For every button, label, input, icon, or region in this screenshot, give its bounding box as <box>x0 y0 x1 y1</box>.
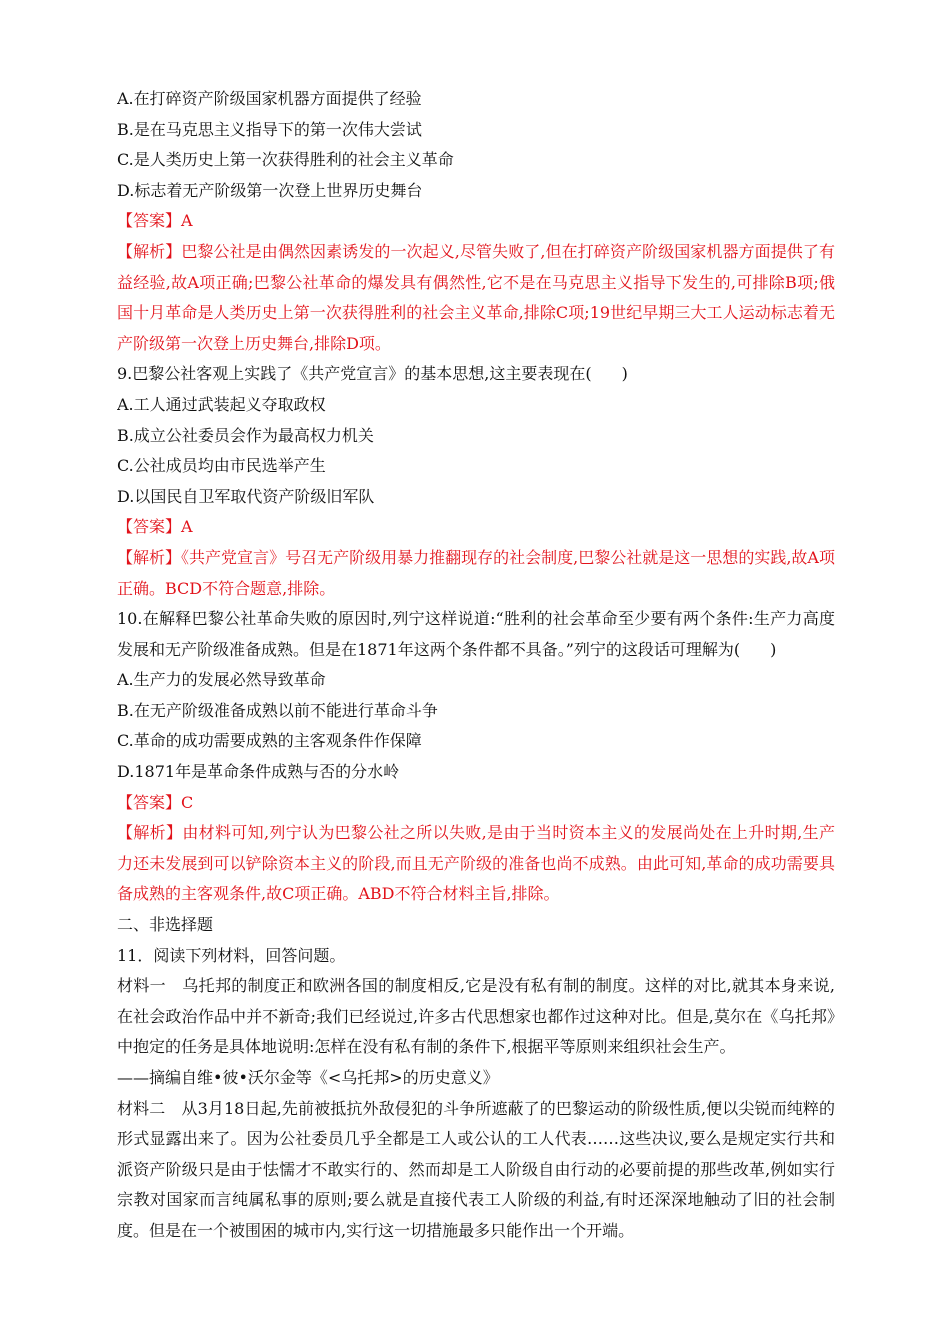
q9-option-b: B.成立公社委员会作为最高权力机关 <box>117 425 374 445</box>
q9-stem-end: ) <box>621 364 628 384</box>
q11-material-1: 材料一 乌托邦的制度正和欧洲各国的制度相反,它是没有私有制的制度。这样的对比,就其本身来说,在社会政治作品中并不新奇;我们已经说过,许多古代思想家也都作过这种对比。但是,莫尔在《乌托邦》中抱定的任务是具体地说明:怎样在没有私有制的条件下,根据平等原则来组织社会生产。 <box>117 976 835 1057</box>
q8-option-b: B.是在马克思主义指导下的第一次伟大尝试 <box>117 119 422 139</box>
q8-option-d: D.标志着无产阶级第一次登上世界历史舞台 <box>117 180 423 200</box>
q9-stem-text: 9.巴黎公社客观上实践了《共产党宣言》的基本思想,这主要表现在( <box>117 364 592 384</box>
q10-option-a: A.生产力的发展必然导致革命 <box>117 670 326 690</box>
q8-answer-value: A <box>181 211 193 231</box>
answer-tag: 【答案】 <box>117 517 182 537</box>
answer-tag: 【答案】 <box>117 792 182 812</box>
document-page <box>117 84 835 1247</box>
q8-analysis <box>117 237 835 359</box>
question-8 <box>117 84 835 359</box>
q8-option-c: C.是人类历史上第一次获得胜利的社会主义革命 <box>117 150 454 170</box>
q10-option-b: B.在无产阶级准备成熟以前不能进行革命斗争 <box>117 700 438 720</box>
analysis-tag: 【解析】 <box>117 547 182 567</box>
q10-answer-value: C <box>181 792 194 812</box>
analysis-tag: 【解析】 <box>117 241 182 261</box>
q10-stem-end: ) <box>770 639 777 659</box>
answer-tag: 【答案】 <box>117 211 182 231</box>
q9-option-d: D.以国民自卫军取代资产阶级旧军队 <box>117 486 375 506</box>
q10-stem <box>117 604 835 665</box>
question-10 <box>117 604 835 910</box>
analysis-tag: 【解析】 <box>117 823 183 843</box>
question-9 <box>117 359 835 604</box>
q10-stem-text: 10.在解释巴黎公社革命失败的原因时,列宁这样说道:“胜利的社会革命至少要有两个条件:生产力高度发展和无产阶级准备成熟。但是在1871年这两个条件都不具备。”列宁的这段话可理解为( <box>117 609 835 659</box>
q9-answer-value: A <box>181 517 193 537</box>
question-11 <box>117 941 835 1247</box>
q10-answer <box>117 788 835 819</box>
q8-answer <box>117 206 835 237</box>
q9-analysis <box>117 543 835 604</box>
section-title: 二、非选择题 <box>117 915 214 935</box>
q9-option-a: A.工人通过武装起义夺取政权 <box>117 394 326 414</box>
q8-option-a: A.在打碎资产阶级国家机器方面提供了经验 <box>117 89 422 108</box>
q11-material-1-source: ——摘编自维•彼•沃尔金等《<乌托邦>的历史意义》 <box>117 1068 499 1087</box>
q9-stem <box>117 359 835 390</box>
q10-option-d: D.1871年是革命条件成熟与否的分水岭 <box>117 762 400 782</box>
q10-analysis-text: 由材料可知,列宁认为巴黎公社之所以失败,是由于当时资本主义的发展尚处在上升时期,生产力还未发展到可以铲除资本主义的阶段,而且无产阶级的准备也尚不成熟。由此可知,革命的成功需要具备成熟的主客观条件,故C项正确。ABD不符合材料主旨,排除。 <box>117 823 835 904</box>
q10-analysis <box>117 818 835 910</box>
q8-analysis-text: 巴黎公社是由偶然因素诱发的一次起义,尽管失败了,但在打碎资产阶级国家机器方面提供了有益经验,故A项正确;巴黎公社革命的爆发具有偶然性,它不是在马克思主义指导下发生的,可排除B项;俄国十月革命是人类历史上第一次获得胜利的社会主义革命,排除C项;19世纪早期三大工人运动标志着无产阶级第一次登上历史舞台,排除D项。 <box>117 241 835 353</box>
q10-option-c: C.革命的成功需要成熟的主客观条件作保障 <box>117 731 422 751</box>
q11-stem: 11．阅读下列材料，回答问题。 <box>117 945 346 965</box>
q9-answer <box>117 512 835 543</box>
q9-analysis-text: 《共产党宣言》号召无产阶级用暴力推翻现存的社会制度,巴黎公社就是这一思想的实践,故A项正确。BCD不符合题意,排除。 <box>117 547 835 598</box>
q11-material-2: 材料二 从3月18日起,先前被抵抗外敌侵犯的斗争所遮蔽了的巴黎运动的阶级性质,便以尖锐而纯粹的形式显露出来了。因为公社委员几乎全都是工人或公认的工人代表……这些决议,要么是规定实行共和派资产阶级只是由于怯懦才不敢实行的、然而却是工人阶级自由行动的必要前提的那些改革,例如实行宗教对国家而言纯属私事的原则;要么就是直接代表工人阶级的利益,有时还深深地触动了旧的社会制度。但是在一个被围困的城市内,实行这一切措施最多只能作出一个开端。 <box>117 1098 835 1240</box>
q9-option-c: C.公社成员均由市民选举产生 <box>117 456 326 476</box>
